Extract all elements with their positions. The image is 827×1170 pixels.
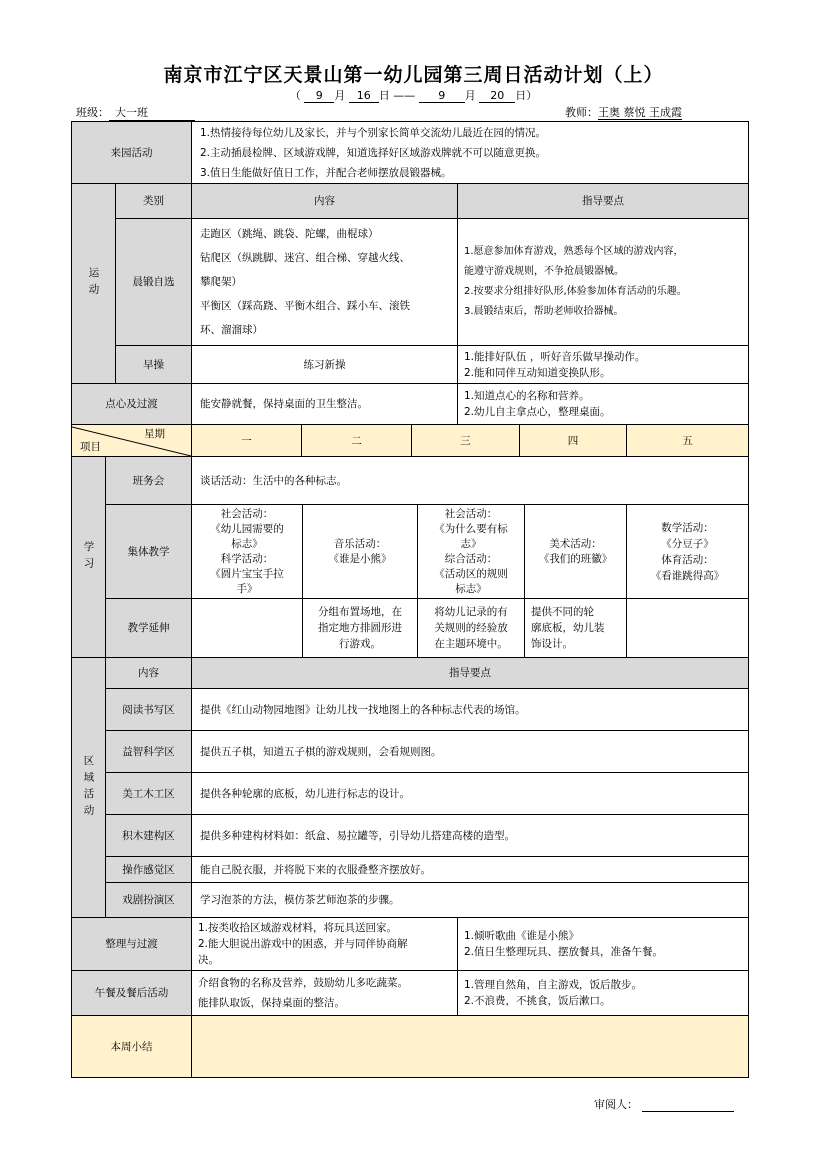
arrival-item: 3.值日生能做好值日工作，并配合老师摆放晨锻器械。 [200, 166, 452, 179]
area-guide: 提供《红山动物园地图》让幼儿找一找地图上的各种标志代表的场馆。 [191, 688, 749, 731]
area-name: 益智科学区 [105, 730, 192, 773]
weekday-fri: 五 [626, 424, 749, 457]
extension-line: 在主题环境中。 [434, 638, 508, 650]
extension-label: 教学延伸 [105, 598, 192, 658]
day-label-2: 日 [515, 89, 527, 102]
drill-content: 练习新操 [191, 345, 458, 384]
end-day: 20 [479, 90, 515, 103]
group-line: 《我们的班徽》 [538, 552, 613, 565]
extension-line: 廓底板，幼儿装 [531, 622, 605, 634]
tidy-line: 决。 [198, 954, 219, 966]
morning-guide-line: 能遵守游戏规则，不争抢晨锻器械。 [464, 266, 624, 277]
weekday-wed: 三 [411, 424, 520, 457]
extension-wed [417, 598, 525, 658]
corner-item: 项目 [80, 441, 101, 453]
col-guide: 指导要点 [457, 183, 749, 219]
area-guide: 能自己脱衣服，并将脱下来的衣服叠整齐摆放好。 [191, 856, 749, 883]
extension-line: 指定地方排圆形进 [318, 622, 402, 634]
meeting-content: 谈话活动：生活中的各种标志。 [191, 456, 749, 505]
tidy-label: 整理与过渡 [71, 917, 192, 971]
group-label: 集体教学 [105, 504, 192, 599]
group-line: 《谁是小熊》 [328, 552, 392, 565]
drill-guide [457, 345, 749, 384]
group-mon [191, 504, 303, 599]
lunch-label: 午餐及餐后活动 [71, 970, 192, 1016]
group-line: 体育活动： [661, 553, 714, 566]
drill-label: 早操 [115, 345, 192, 384]
reviewer [594, 1096, 734, 1112]
tidy-line: 2.能大胆说出游戏中的困惑，并与同伴协商解 [198, 938, 408, 950]
extension-thu [524, 598, 627, 658]
learning-label: 学习 [71, 456, 106, 658]
morning-content-line: 走跑区（跳绳、跳袋、陀螺，曲棍球） [200, 228, 379, 240]
weekday-thu: 四 [519, 424, 627, 457]
date-range [0, 87, 827, 103]
group-line: 《幼儿园需要的 [210, 522, 284, 535]
extension-line: 饰设计。 [531, 638, 573, 650]
snack-guide-line: 2.幼儿自主拿点心，整理桌面。 [464, 406, 611, 418]
arrival-item: 2.主动插晨检牌、区域游戏牌，知道选择好区域游戏牌就不可以随意更换。 [200, 146, 547, 159]
extension-line: 提供不同的轮 [531, 606, 594, 618]
meeting-label: 班务会 [105, 456, 192, 505]
summary-label: 本周小结 [71, 1015, 192, 1078]
morning-guide-line: 3.晨锻结束后，帮助老师收拾器械。 [464, 306, 624, 317]
snack-guide [457, 383, 749, 425]
extension-line: 将幼儿记录的有 [434, 606, 508, 618]
day-label: 日 [378, 89, 390, 102]
group-line: 综合活动： [444, 552, 498, 565]
lunch-guide [457, 970, 749, 1016]
morning-guide-line: 1.愿意参加体育游戏，熟悉每个区域的游戏内容， [464, 246, 684, 257]
area-name: 积木建构区 [105, 814, 192, 857]
tidy-guide-line: 1.倾听歌曲《谁是小熊》 [464, 930, 580, 942]
tidy-guide [457, 917, 749, 971]
extension-line: 行游戏。 [339, 638, 381, 650]
area-guide: 提供五子棋，知道五子棋的游戏规则，会看规则图。 [191, 730, 749, 773]
month-label-2: 月 [464, 89, 476, 102]
area-name: 阅读书写区 [105, 688, 192, 731]
morning-content-line: 攀爬架） [200, 276, 242, 288]
arrival-label: 来园活动 [71, 121, 192, 184]
extension-line: 分组布置场地，在 [318, 606, 402, 618]
teacher-value: 王奥 蔡悦 王成霞 [598, 106, 682, 119]
group-line: 社会活动： [220, 507, 274, 520]
col-content: 内容 [191, 183, 458, 219]
summary-content[interactable] [191, 1015, 749, 1078]
teacher-label: 教师： [565, 106, 598, 119]
group-line: 标志》 [455, 582, 487, 595]
start-day: 16 [349, 90, 379, 103]
weekday-mon: 一 [191, 424, 302, 457]
tidy-line: 1.按类收拾区域游戏材料，将玩具送回家。 [198, 922, 398, 934]
area-guide: 学习泡茶的方法，模仿茶艺师泡茶的步骤。 [191, 882, 749, 918]
teacher-info [565, 104, 682, 120]
lunch-guide-line: 1.管理自然角，自主游戏，饭后散步。 [464, 979, 643, 991]
extension-tue [302, 598, 418, 658]
drill-guide-line: 1.能排好队伍 ，听好音乐做早操动作。 [464, 350, 646, 363]
extension-line: 关规则的经验放 [434, 622, 508, 634]
corner-cell [71, 424, 192, 457]
areas-col-content: 内容 [105, 657, 192, 689]
group-line: 数学活动： [661, 521, 714, 534]
morning-content-line: 环、溜溜球） [200, 324, 263, 336]
reviewer-label: 审阅人： [594, 1098, 638, 1111]
area-name: 戏剧扮演区 [105, 882, 192, 918]
tidy-guide-line: 2.值日生整理玩具、摆放餐具，准备午餐。 [464, 946, 664, 958]
group-line: 手》 [236, 582, 258, 595]
morning-content [191, 218, 458, 346]
morning-content-line: 钻爬区（纵跳脚、迷宫、组合梯、穿越火线、 [200, 252, 410, 264]
group-fri [626, 504, 749, 599]
morning-label: 晨锻自选 [115, 218, 192, 346]
area-guide: 提供各种轮廓的底板，幼儿进行标志的设计。 [191, 772, 749, 815]
start-month: 9 [304, 90, 334, 103]
lunch-content [191, 970, 458, 1016]
date-close: ） [526, 89, 538, 102]
morning-content-line: 平衡区（踩高跷、平衡木组合、踩小车、滚铁 [200, 300, 410, 312]
group-line: 《活动区的规则 [434, 567, 508, 580]
extension-fri [626, 598, 749, 658]
snack-label: 点心及过渡 [71, 383, 192, 425]
arrival-item: 1.热情接待每位幼儿及家长，并与个别家长简单交流幼儿最近在园的情况。 [200, 126, 547, 139]
area-guide: 提供多种建构材料如：纸盒、易拉罐等，引导幼儿搭建高楼的造型。 [191, 814, 749, 857]
group-line: 《看谁跳得高》 [650, 569, 725, 582]
tidy-content [191, 917, 458, 971]
group-line: 《为什么要有标 [434, 522, 508, 535]
lunch-line: 能排队取饭，保持桌面的整洁。 [198, 997, 345, 1009]
areas-label: 区域活动 [71, 657, 106, 918]
lunch-guide-line: 2.不浪费，不挑食，饭后漱口。 [464, 995, 611, 1007]
group-line: 《圆片宝宝手拉 [210, 567, 284, 580]
group-line: 美术活动： [549, 537, 602, 550]
area-name: 美工木工区 [105, 772, 192, 815]
corner-weekday: 星期 [144, 428, 165, 440]
morning-guide-line: 2.按要求分组排好队形,体验参加体育活动的乐趣。 [464, 286, 687, 297]
arrival-content [191, 121, 749, 184]
col-category: 类别 [115, 183, 192, 219]
month-label: 月 [334, 89, 346, 102]
group-line: 社会活动： [444, 507, 498, 520]
weekday-tue: 二 [301, 424, 412, 457]
morning-guide [457, 218, 749, 346]
areas-col-guide: 指导要点 [191, 657, 749, 689]
reviewer-signature-line[interactable] [642, 1099, 734, 1112]
class-label: 班级： [76, 106, 109, 119]
group-line: 科学活动： [220, 552, 274, 565]
lunch-line: 介绍食物的名称及营养，鼓励幼儿多吃蔬菜。 [198, 977, 408, 989]
group-thu [524, 504, 627, 599]
class-info [76, 104, 195, 121]
group-line: 志》 [460, 537, 482, 550]
date-open: （ [289, 89, 301, 102]
snack-content: 能安静就餐，保持桌面的卫生整洁。 [191, 383, 458, 425]
exercise-label: 运动 [71, 183, 116, 384]
class-value: 大一班 [109, 104, 195, 121]
group-line: 音乐活动： [333, 537, 387, 550]
group-line: 标志》 [231, 537, 263, 550]
page-title: 南京市江宁区天景山第一幼儿园第三周日活动计划（上） [163, 64, 664, 86]
drill-guide-line: 2.能和同伴互动知道变换队形。 [464, 366, 611, 379]
group-line: 《分豆子》 [661, 537, 714, 550]
date-dash: —— [393, 89, 416, 102]
extension-mon [191, 598, 303, 658]
end-month: 9 [419, 90, 465, 103]
snack-guide-line: 1.知道点心的名称和营养。 [464, 390, 590, 402]
area-name: 操作感觉区 [105, 856, 192, 883]
group-tue [302, 504, 418, 599]
group-wed [417, 504, 525, 599]
